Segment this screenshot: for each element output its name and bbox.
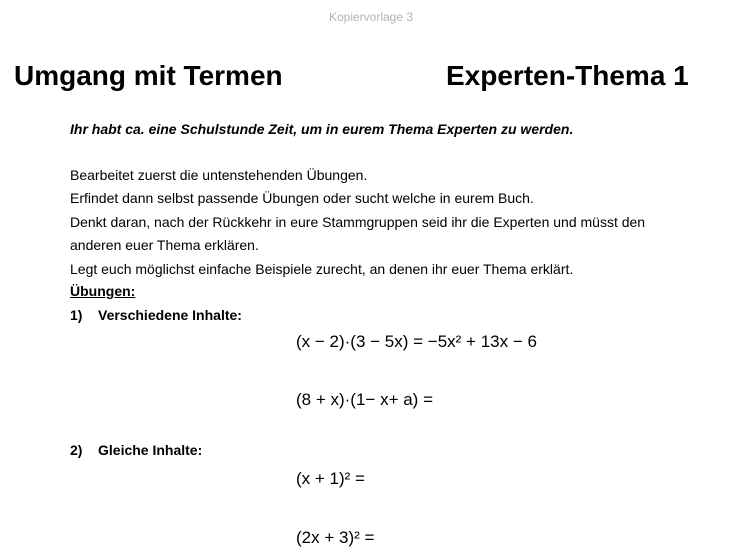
section-heading-1	[70, 307, 242, 323]
topic-title: Experten-Thema 1	[446, 60, 689, 91]
instruction-line: Bearbeitet zuerst die untenstehenden Übungen.	[70, 167, 368, 183]
equation: (x + 1)² =	[296, 469, 365, 488]
section-number: 1)	[70, 307, 83, 323]
exercises-heading: Übungen:	[70, 283, 136, 299]
instruction-line: Denkt daran, nach der Rückkehr in eure Stammgruppen seid ihr die Experten und müsst den	[70, 214, 646, 230]
header-note: Kopiervorlage 3	[328, 10, 414, 24]
intro-text: Ihr habt ca. eine Schulstunde Zeit, um in eurem Thema Experten zu werden.	[70, 121, 574, 137]
section-number: 2)	[70, 442, 83, 458]
section-label: Verschiedene Inhalte:	[98, 307, 242, 323]
instruction-line: Legt euch möglichst einfache Beispiele zurecht, an denen ihr euer Thema erklärt.	[70, 261, 574, 277]
section-label: Gleiche Inhalte:	[98, 442, 203, 458]
page-title: Umgang mit Termen	[14, 60, 283, 91]
instruction-line: anderen euer Thema erklären.	[70, 237, 259, 253]
equation: (2x + 3)² =	[296, 528, 375, 547]
equation: (8 + x)·(1− x+ a) =	[296, 390, 433, 409]
section-heading-2	[70, 442, 202, 458]
equation: (x − 2)·(3 − 5x) = −5x² + 13x − 6	[296, 332, 537, 351]
instruction-line: Erfindet dann selbst passende Übungen oder sucht welche in eurem Buch.	[70, 190, 534, 206]
